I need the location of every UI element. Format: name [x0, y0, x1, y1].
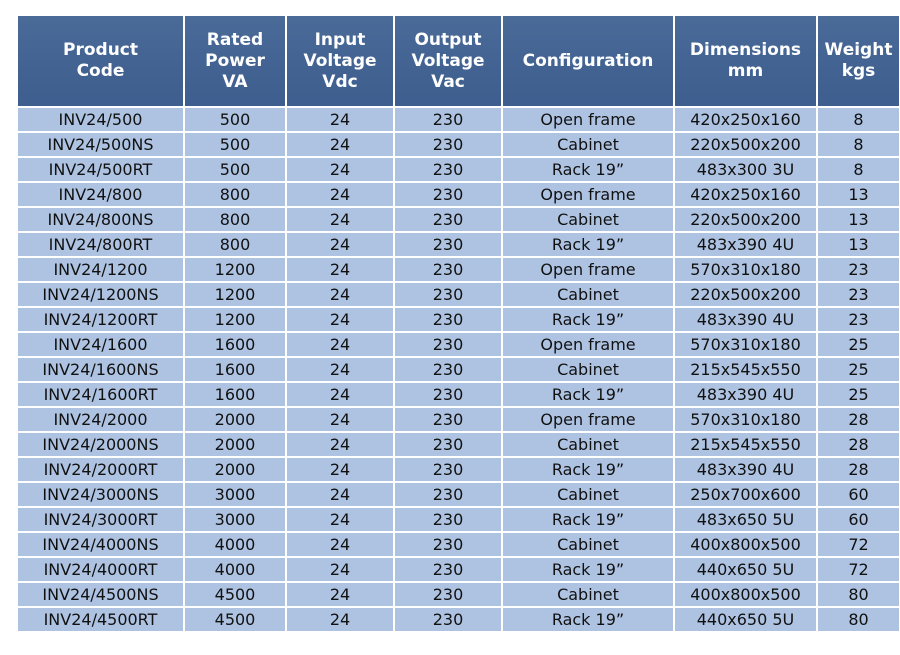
cell-weight: 8 — [817, 157, 899, 182]
header-weight — [817, 16, 899, 107]
cell-product-code: INV24/800RT — [18, 232, 184, 257]
cell-output-voltage: 230 — [394, 532, 502, 557]
cell-input-voltage: 24 — [286, 457, 394, 482]
cell-product-code: INV24/800 — [18, 182, 184, 207]
cell-dimensions: 483x650 5U — [674, 507, 817, 532]
cell-dimensions: 440x650 5U — [674, 607, 817, 631]
cell-product-code: INV24/3000RT — [18, 507, 184, 532]
cell-configuration: Cabinet — [502, 582, 674, 607]
cell-product-code: INV24/2000NS — [18, 432, 184, 457]
cell-product-code: INV24/800NS — [18, 207, 184, 232]
cell-product-code: INV24/4500NS — [18, 582, 184, 607]
table-row — [18, 507, 899, 532]
cell-product-code: INV24/2000 — [18, 407, 184, 432]
cell-configuration: Cabinet — [502, 482, 674, 507]
table-row — [18, 132, 899, 157]
cell-weight: 8 — [817, 107, 899, 132]
cell-dimensions: 570x310x180 — [674, 257, 817, 282]
cell-rated-power: 1600 — [184, 332, 286, 357]
cell-rated-power: 4500 — [184, 582, 286, 607]
cell-configuration: Open frame — [502, 107, 674, 132]
cell-output-voltage: 230 — [394, 432, 502, 457]
cell-output-voltage: 230 — [394, 132, 502, 157]
table-row — [18, 207, 899, 232]
cell-product-code: INV24/1200NS — [18, 282, 184, 307]
header-weight-line: Weight — [824, 40, 893, 60]
cell-dimensions: 250x700x600 — [674, 482, 817, 507]
cell-input-voltage: 24 — [286, 232, 394, 257]
cell-rated-power: 2000 — [184, 432, 286, 457]
header-input-voltage-line: Vdc — [322, 71, 358, 92]
cell-configuration: Cabinet — [502, 207, 674, 232]
cell-dimensions: 220x500x200 — [674, 207, 817, 232]
cell-input-voltage: 24 — [286, 432, 394, 457]
cell-input-voltage: 24 — [286, 132, 394, 157]
header-input-voltage — [286, 16, 394, 107]
cell-configuration: Rack 19” — [502, 307, 674, 332]
header-output-voltage-line: Output — [414, 29, 482, 50]
header-weight-line: kgs — [841, 61, 876, 81]
cell-output-voltage: 230 — [394, 507, 502, 532]
header-rated-power-line: VA — [222, 71, 248, 92]
header-product-code-line: Product — [63, 40, 138, 60]
table-row — [18, 332, 899, 357]
cell-dimensions: 570x310x180 — [674, 407, 817, 432]
cell-weight: 23 — [817, 257, 899, 282]
cell-product-code: INV24/1200RT — [18, 307, 184, 332]
cell-output-voltage: 230 — [394, 282, 502, 307]
cell-input-voltage: 24 — [286, 582, 394, 607]
table-row — [18, 382, 899, 407]
cell-configuration: Cabinet — [502, 132, 674, 157]
cell-weight: 80 — [817, 582, 899, 607]
table-row — [18, 457, 899, 482]
cell-rated-power: 500 — [184, 157, 286, 182]
cell-product-code: INV24/1600 — [18, 332, 184, 357]
cell-weight: 72 — [817, 532, 899, 557]
cell-input-voltage: 24 — [286, 382, 394, 407]
cell-output-voltage: 230 — [394, 232, 502, 257]
cell-output-voltage: 230 — [394, 107, 502, 132]
cell-output-voltage: 230 — [394, 582, 502, 607]
cell-output-voltage: 230 — [394, 257, 502, 282]
cell-input-voltage: 24 — [286, 307, 394, 332]
header-dimensions-line: mm — [727, 61, 764, 81]
cell-configuration: Open frame — [502, 257, 674, 282]
table-body — [18, 107, 899, 631]
cell-weight: 72 — [817, 557, 899, 582]
cell-product-code: INV24/500NS — [18, 132, 184, 157]
header-output-voltage-line: Vac — [431, 71, 465, 92]
cell-output-voltage: 230 — [394, 482, 502, 507]
cell-product-code: INV24/500RT — [18, 157, 184, 182]
cell-configuration: Rack 19” — [502, 232, 674, 257]
cell-product-code: INV24/4000RT — [18, 557, 184, 582]
cell-rated-power: 1600 — [184, 357, 286, 382]
cell-output-voltage: 230 — [394, 207, 502, 232]
cell-rated-power: 800 — [184, 182, 286, 207]
cell-product-code: INV24/1600NS — [18, 357, 184, 382]
cell-configuration: Rack 19” — [502, 157, 674, 182]
cell-configuration: Rack 19” — [502, 507, 674, 532]
cell-rated-power: 1200 — [184, 282, 286, 307]
cell-output-voltage: 230 — [394, 332, 502, 357]
cell-rated-power: 800 — [184, 207, 286, 232]
cell-weight: 13 — [817, 182, 899, 207]
cell-rated-power: 3000 — [184, 507, 286, 532]
cell-rated-power: 1600 — [184, 382, 286, 407]
table-row — [18, 257, 899, 282]
cell-dimensions: 420x250x160 — [674, 107, 817, 132]
cell-weight: 25 — [817, 332, 899, 357]
cell-dimensions: 483x390 4U — [674, 232, 817, 257]
cell-input-voltage: 24 — [286, 532, 394, 557]
inverter-spec-table — [18, 16, 899, 631]
cell-weight: 23 — [817, 282, 899, 307]
cell-input-voltage: 24 — [286, 207, 394, 232]
header-rated-power-line: Rated — [206, 29, 264, 50]
cell-output-voltage: 230 — [394, 607, 502, 631]
cell-output-voltage: 230 — [394, 382, 502, 407]
cell-configuration: Rack 19” — [502, 557, 674, 582]
cell-output-voltage: 230 — [394, 157, 502, 182]
cell-dimensions: 220x500x200 — [674, 282, 817, 307]
cell-rated-power: 3000 — [184, 482, 286, 507]
cell-dimensions: 420x250x160 — [674, 182, 817, 207]
cell-rated-power: 500 — [184, 132, 286, 157]
cell-weight: 60 — [817, 507, 899, 532]
cell-weight: 23 — [817, 307, 899, 332]
cell-dimensions: 570x310x180 — [674, 332, 817, 357]
cell-rated-power: 4000 — [184, 557, 286, 582]
table-row — [18, 282, 899, 307]
cell-weight: 25 — [817, 357, 899, 382]
table-row — [18, 157, 899, 182]
cell-dimensions: 220x500x200 — [674, 132, 817, 157]
header-dimensions-line: Dimensions — [689, 40, 802, 60]
cell-input-voltage: 24 — [286, 182, 394, 207]
cell-configuration: Rack 19” — [502, 382, 674, 407]
table-row — [18, 432, 899, 457]
cell-configuration: Rack 19” — [502, 607, 674, 631]
cell-output-voltage: 230 — [394, 182, 502, 207]
cell-rated-power: 1200 — [184, 257, 286, 282]
table-row — [18, 307, 899, 332]
cell-weight: 28 — [817, 432, 899, 457]
cell-output-voltage: 230 — [394, 407, 502, 432]
header-product-code-line: Code — [76, 61, 125, 81]
cell-rated-power: 500 — [184, 107, 286, 132]
cell-weight: 28 — [817, 457, 899, 482]
cell-input-voltage: 24 — [286, 507, 394, 532]
cell-rated-power: 4000 — [184, 532, 286, 557]
cell-rated-power: 4500 — [184, 607, 286, 631]
table-row — [18, 232, 899, 257]
cell-dimensions: 400x800x500 — [674, 532, 817, 557]
cell-dimensions: 483x390 4U — [674, 457, 817, 482]
cell-dimensions: 483x390 4U — [674, 307, 817, 332]
table-row — [18, 582, 899, 607]
cell-input-voltage: 24 — [286, 282, 394, 307]
table-row — [18, 107, 899, 132]
cell-weight: 8 — [817, 132, 899, 157]
cell-product-code: INV24/4500RT — [18, 607, 184, 631]
header-output-voltage — [394, 16, 502, 107]
cell-configuration: Cabinet — [502, 532, 674, 557]
cell-input-voltage: 24 — [286, 557, 394, 582]
cell-rated-power: 2000 — [184, 457, 286, 482]
cell-input-voltage: 24 — [286, 482, 394, 507]
cell-output-voltage: 230 — [394, 357, 502, 382]
table-row — [18, 357, 899, 382]
cell-output-voltage: 230 — [394, 457, 502, 482]
cell-configuration: Open frame — [502, 332, 674, 357]
cell-product-code: INV24/1600RT — [18, 382, 184, 407]
cell-weight: 28 — [817, 407, 899, 432]
cell-input-voltage: 24 — [286, 107, 394, 132]
cell-dimensions: 215x545x550 — [674, 432, 817, 457]
header-configuration-line: Configuration — [522, 50, 654, 71]
header-input-voltage-line: Input — [314, 29, 366, 50]
header-rated-power — [184, 16, 286, 107]
table-row — [18, 182, 899, 207]
cell-dimensions: 483x390 4U — [674, 382, 817, 407]
cell-product-code: INV24/2000RT — [18, 457, 184, 482]
cell-output-voltage: 230 — [394, 307, 502, 332]
cell-dimensions: 440x650 5U — [674, 557, 817, 582]
cell-product-code: INV24/4000NS — [18, 532, 184, 557]
cell-weight: 80 — [817, 607, 899, 631]
header-configuration — [502, 16, 674, 107]
cell-configuration: Open frame — [502, 182, 674, 207]
header-rated-power-line: Power — [205, 50, 265, 71]
cell-configuration: Cabinet — [502, 357, 674, 382]
cell-configuration: Cabinet — [502, 282, 674, 307]
cell-input-voltage: 24 — [286, 407, 394, 432]
header-dimensions — [674, 16, 817, 107]
cell-weight: 13 — [817, 232, 899, 257]
header-output-voltage-line: Voltage — [411, 50, 485, 71]
cell-weight: 25 — [817, 382, 899, 407]
cell-input-voltage: 24 — [286, 357, 394, 382]
cell-input-voltage: 24 — [286, 157, 394, 182]
table-row — [18, 407, 899, 432]
cell-input-voltage: 24 — [286, 257, 394, 282]
cell-input-voltage: 24 — [286, 332, 394, 357]
table-row — [18, 532, 899, 557]
cell-product-code: INV24/500 — [18, 107, 184, 132]
cell-output-voltage: 230 — [394, 557, 502, 582]
cell-weight: 13 — [817, 207, 899, 232]
header-product-code — [18, 16, 184, 107]
cell-dimensions: 400x800x500 — [674, 582, 817, 607]
cell-configuration: Open frame — [502, 407, 674, 432]
table-row — [18, 607, 899, 631]
cell-rated-power: 800 — [184, 232, 286, 257]
table-row — [18, 482, 899, 507]
cell-configuration: Rack 19” — [502, 457, 674, 482]
cell-dimensions: 483x300 3U — [674, 157, 817, 182]
table-header-row — [18, 16, 899, 107]
cell-weight: 60 — [817, 482, 899, 507]
cell-dimensions: 215x545x550 — [674, 357, 817, 382]
cell-rated-power: 1200 — [184, 307, 286, 332]
cell-rated-power: 2000 — [184, 407, 286, 432]
cell-input-voltage: 24 — [286, 607, 394, 631]
cell-configuration: Cabinet — [502, 432, 674, 457]
header-input-voltage-line: Voltage — [303, 50, 377, 71]
cell-product-code: INV24/1200 — [18, 257, 184, 282]
table-row — [18, 557, 899, 582]
cell-product-code: INV24/3000NS — [18, 482, 184, 507]
